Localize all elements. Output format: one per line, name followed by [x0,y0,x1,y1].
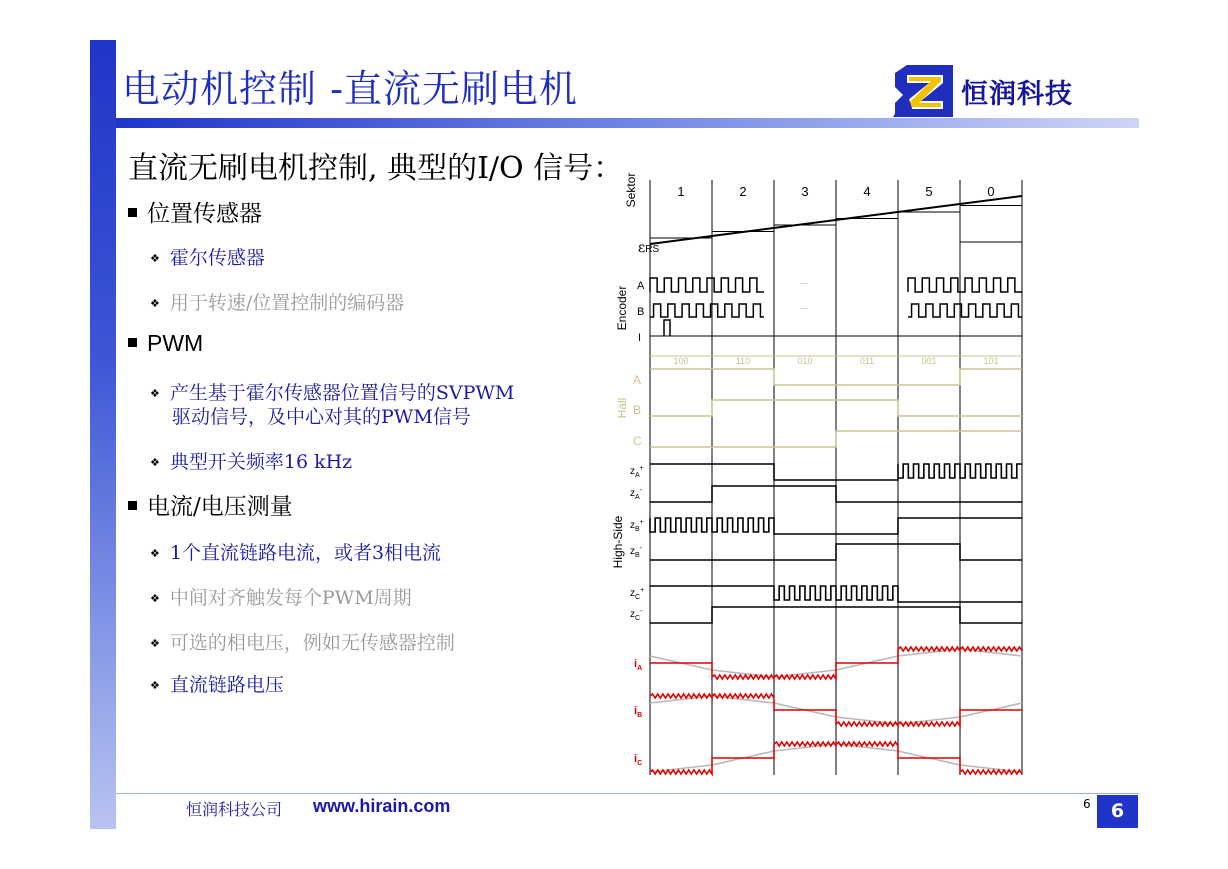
switch-label-base: z [630,609,635,620]
left-accent-bar [90,40,116,829]
encoder-a-wave-left [650,278,764,292]
sub-bullet-text: 可选的相电压，例如无传感器控制 [169,632,455,654]
hall-code: 110 [735,356,751,366]
switch-label-sub: B [635,552,640,559]
encoder-b-wave-right [908,304,1022,317]
sub-bullet-text: 典型开关频率16 kHz [169,451,353,473]
hall-code: 100 [673,356,689,366]
switch-label-base: z [630,588,635,599]
footer-website-link[interactable]: www.hirain.com [313,796,451,816]
hall-code: 001 [921,356,937,366]
diamond-bullet-icon: ❖ [150,637,160,650]
switch-signal [650,544,1022,560]
encoder-ellipsis-a: ... [800,276,808,286]
switch-label [630,587,644,601]
current-label-base: i [634,753,638,765]
switch-label-sup: - [639,545,643,552]
encoder-a-wave-right [908,278,1022,292]
encoder-b-wave-left [650,304,764,317]
current-label [634,658,642,672]
switch-label-base: z [630,546,635,557]
sector-number: 2 [739,184,747,199]
current-label-sub: A [637,665,643,672]
sector-number: 5 [925,184,933,199]
sub-bullet-svpwm [150,378,514,405]
square-bullet-icon [128,338,137,347]
switch-label-sup: - [640,608,643,615]
sektor-label: Sektor [624,172,638,208]
sector-number: 4 [863,184,871,199]
hall-code: 011 [859,356,875,366]
eps-subscript: RS [645,244,660,255]
current-label [634,705,642,719]
diamond-bullet-icon: ❖ [150,387,160,400]
bullet-text: 位置传感器 [147,201,262,227]
encoder-b-label: B [637,306,645,318]
page-number-badge: 6 [1097,795,1138,828]
encoder-i-label: I [638,332,642,344]
sub-bullet-text: 用于转速/位置控制的编码器 [169,292,405,314]
hall-code: 010 [797,356,813,366]
current-label-base: i [634,705,638,717]
switch-label-sup: + [640,587,645,594]
eps-symbol: ε [638,240,646,256]
sub-bullet-text: 中间对齐触发每个PWM周期 [169,587,412,609]
encoder-a-label: A [637,280,645,292]
switch-label [630,608,643,622]
sub-bullet-dc-link-current [150,538,441,565]
footer-company: 恒润科技公司 [186,800,283,819]
hall-a-label: A [633,373,642,387]
diamond-bullet-icon: ❖ [150,547,160,560]
sector-gridlines [650,180,1022,775]
switch-label-base: z [630,466,635,477]
switch-signal [650,586,1022,602]
bullet-current-voltage [128,488,293,521]
switch-label-sub: B [635,526,640,533]
bullet-pwm [128,330,203,357]
sub-bullet-dc-link-voltage [150,670,284,697]
sub-bullet-switch-frequency [150,447,352,474]
slide-subtitle: 直流无刷电机控制, 典型的I/O 信号： [128,151,624,186]
sub-bullet-encoder [150,288,404,315]
sector-number: 0 [987,184,995,199]
current-label-base: i [634,658,638,670]
switch-label-base: z [630,520,635,531]
switch-label [630,487,643,501]
switch-label-sub: C [635,594,641,601]
footer-rule [116,793,1139,794]
bullet-text: PWM [147,330,204,356]
diamond-bullet-icon: ❖ [150,456,160,469]
switch-label-sub: C [635,615,641,622]
diamond-bullet-icon: ❖ [150,252,160,265]
hirain-z-logo-icon [893,65,955,117]
switch-signals [650,464,1022,623]
switch-label-sub: A [635,494,640,501]
current-label-sub: C [637,760,643,767]
switch-labels [630,465,644,622]
bldc-timing-diagram [600,160,1030,780]
switch-label-base: z [630,488,635,499]
hall-c-label: C [633,434,642,448]
switch-label [630,545,643,559]
current-label [634,753,642,767]
diamond-bullet-icon: ❖ [150,297,160,310]
switch-signal [650,486,1022,502]
bullet-position-sensor [128,195,262,228]
square-bullet-icon [128,501,137,510]
sub-bullet-text: 直流链路电压 [169,674,284,696]
switch-label-sup: + [639,465,644,472]
switch-label-sub: A [635,472,640,479]
page-title: 电动机控制 -直流无刷电机 [122,67,578,111]
sub-bullet-svpwm-line2: 驱动信号，及中心对其的PWM信号 [172,406,471,428]
page-number-small: 6 [1083,797,1091,811]
square-bullet-icon [128,208,137,217]
current-label-sub: B [637,712,643,719]
switch-label [630,519,644,533]
title-underline [116,118,1139,128]
sub-bullet-text: 霍尔传感器 [169,247,265,269]
hall-b-label: B [633,403,642,417]
hall-code: 101 [983,356,999,366]
company-logo [893,65,1073,117]
sub-bullet-phase-voltage [150,628,455,655]
hall-signal [650,431,1022,447]
sub-bullet-text: 1个直流链路电流，或者3相电流 [169,542,442,564]
bullet-text: 电流/电压测量 [147,494,293,520]
switch-label-sup: + [639,519,644,526]
logo-text: 恒润科技 [961,78,1073,110]
sector-number: 3 [801,184,809,199]
sub-bullet-hall-sensor [150,243,265,270]
sector-number: 1 [677,184,685,199]
sub-bullet-text: 产生基于霍尔传感器位置信号的SVPWM [169,382,515,404]
diamond-bullet-icon: ❖ [150,592,160,605]
current-labels [634,658,642,767]
switch-label [630,465,644,479]
encoder-index-pulse [664,320,670,336]
hall-label: Hall [615,397,629,419]
high-side-label: High-Side [611,515,625,569]
encoder-ellipsis-b: ... [800,301,808,311]
switch-label-sup: - [639,487,643,494]
sub-bullet-center-trigger [150,583,412,610]
diamond-bullet-icon: ❖ [150,679,160,692]
encoder-label: Encoder [615,285,629,331]
